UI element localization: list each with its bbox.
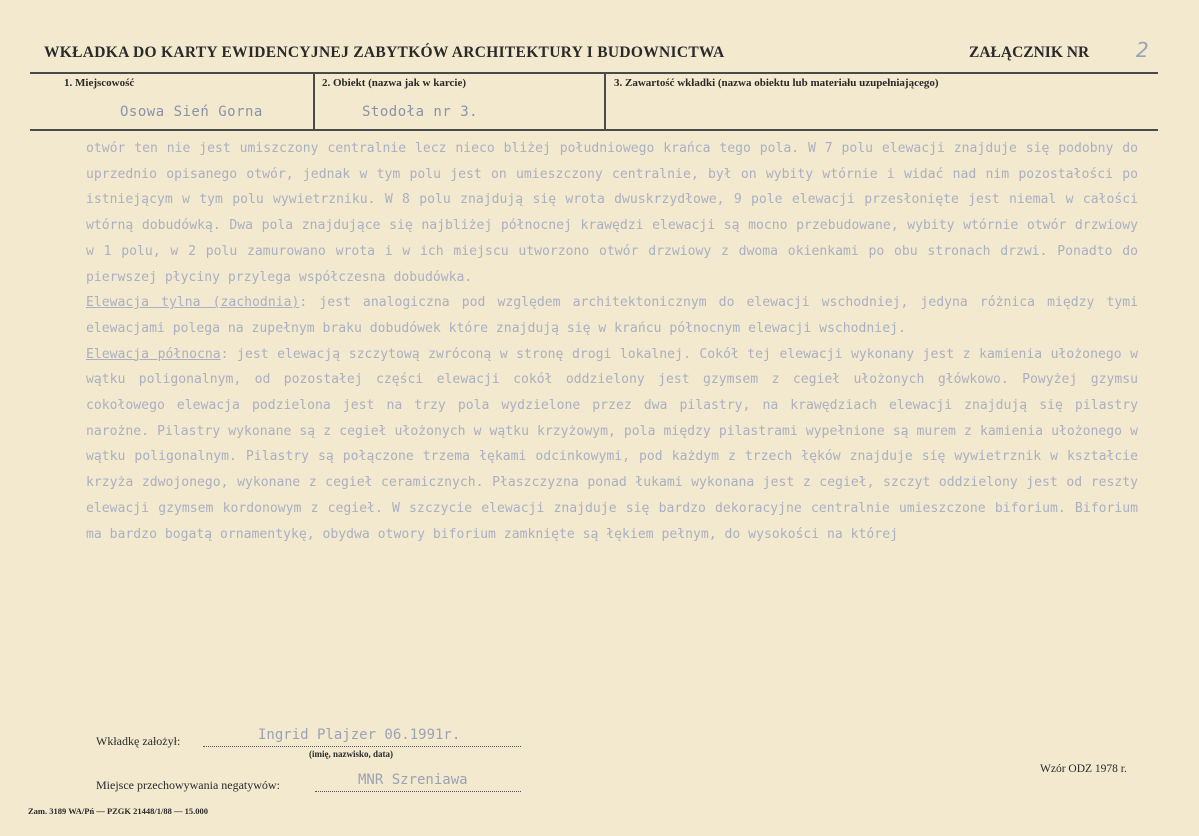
negatives-value: MNR Szreniawa [358,772,468,788]
print-order-note: Zam. 3189 WA/Pń — PZGK 21448/1/88 — 15.000 [28,806,209,816]
table-top-rule [30,72,1158,74]
north-elevation-heading: Elewacja północna [86,346,221,362]
author-label: Wkładkę założył: [96,734,181,748]
author-dotted-line [203,746,521,747]
paragraph-2-text: : jest analogiczna pod względem architektonicznym do elewacji wschodniej, jedyna różnica między tymi elewacjami polega na zupełnym braku dobudówek które znajdują się w krańcu północnym elewacji wschodniej. [86,295,1138,336]
negatives-label: Miejsce przechowywania negatywów: [96,778,280,792]
attachment-label: ZAŁĄCZNIK NR [969,44,1090,61]
locality-value: Osowa Sień Gorna [120,104,263,120]
column-divider [604,73,606,130]
author-hint: (imię, nazwisko, data) [309,749,393,759]
negatives-dotted-line [315,791,521,792]
author-value: Ingrid Plajzer 06.1991r. [258,727,461,743]
contents-label: 3. Zawartość wkładki (nazwa obiektu lub materiału uzupełniającego) [614,77,939,89]
rear-elevation-heading: Elewacja tylna (zachodnia) [86,295,300,311]
column-divider [313,73,315,130]
object-value: Stodoła nr 3. [362,104,479,120]
object-label: 2. Obiekt (nazwa jak w karcie) [322,77,467,89]
paragraph-2 [86,290,1138,341]
paragraph-1: otwór ten nie jest umiszczony centralnie lecz nieco bliżej południowego krańca tego pola. W 7 polu elewacji znajduje się podobny do uprzednio opisanego otwór, jednak w tym polu jest on umieszczony centralnie, był on wybity wtórnie i widać nad nim pozostałości po istniejącym w tym polu wywietrzniku. W 8 polu znajdują się wrota dwuskrzydłowe, 9 pole elewacji przesłonięte jest niemal w całości wtórną dobudówką. Dwa pola znajdujące się najbliżej północnej krawędzi elewacji są mocno przebudowane, wybity wtórnie otwór drzwiowy w 1 polu, w 2 polu zamurowano wrota i w ich miejscu utworzono otwór drzwiowy z dwoma okienkami po obu stronach drzwi. Ponadto do pierwszej płyciny przylega współczesna dobudówka. [86,141,1138,285]
form-title: WKŁADKA DO KARTY EWIDENCYJNEJ ZABYTKÓW ARCHITEKTURY I BUDOWNICTWA [44,44,725,61]
locality-label: 1. Miejscowość [64,77,135,89]
paragraph-3 [86,342,1138,548]
description-text [86,136,1138,547]
paragraph-3-text: : jest elewacją szczytową zwróconą w stronę drogi lokalnej. Cokół tej elewacji wykonany jest z kamienia ułożonego w wątku poligonalnym, od pozostałej części elewacji cokół oddzielony jest gzymsem z cegieł ułożonych główkowo. Powyżej gzymsu cokołowego elewacja podzielona jest na trzy pola wydzielone przez dwa pilastry, na krawędziach elewacji znajdują się pilastry narożne. Pilastry wykonane są z cegieł ułożonych w wątku krzyżowym, pola między pilastrami wypełnione są murem z kamienia ułożonego w wątku poligonalnym. Pilastry są połączone trzema łękami odcinkowymi, pod każdym z trzech łęków znajduje się wywietrznik w kształcie krzyża zdwojonego, wykonane z cegieł ceramicznych. Płaszczyzna ponad łukami wykonana jest z cegieł, szczyt oddzielony jest od reszty elewacji gzymsem kordonowym z cegieł. W szczycie elewacji znajduje się bardzo dekoracyjne centralnie umieszczone biforium. Biforium ma bardzo bogatą ornamentykę, obydwa otwory biforium zamknięte są łękiem pełnym, do wysokości na której [86,346,1139,542]
table-bottom-rule [30,129,1158,131]
form-template-note: Wzór ODZ 1978 r. [1040,763,1127,775]
attachment-number: 2 [1136,38,1149,62]
